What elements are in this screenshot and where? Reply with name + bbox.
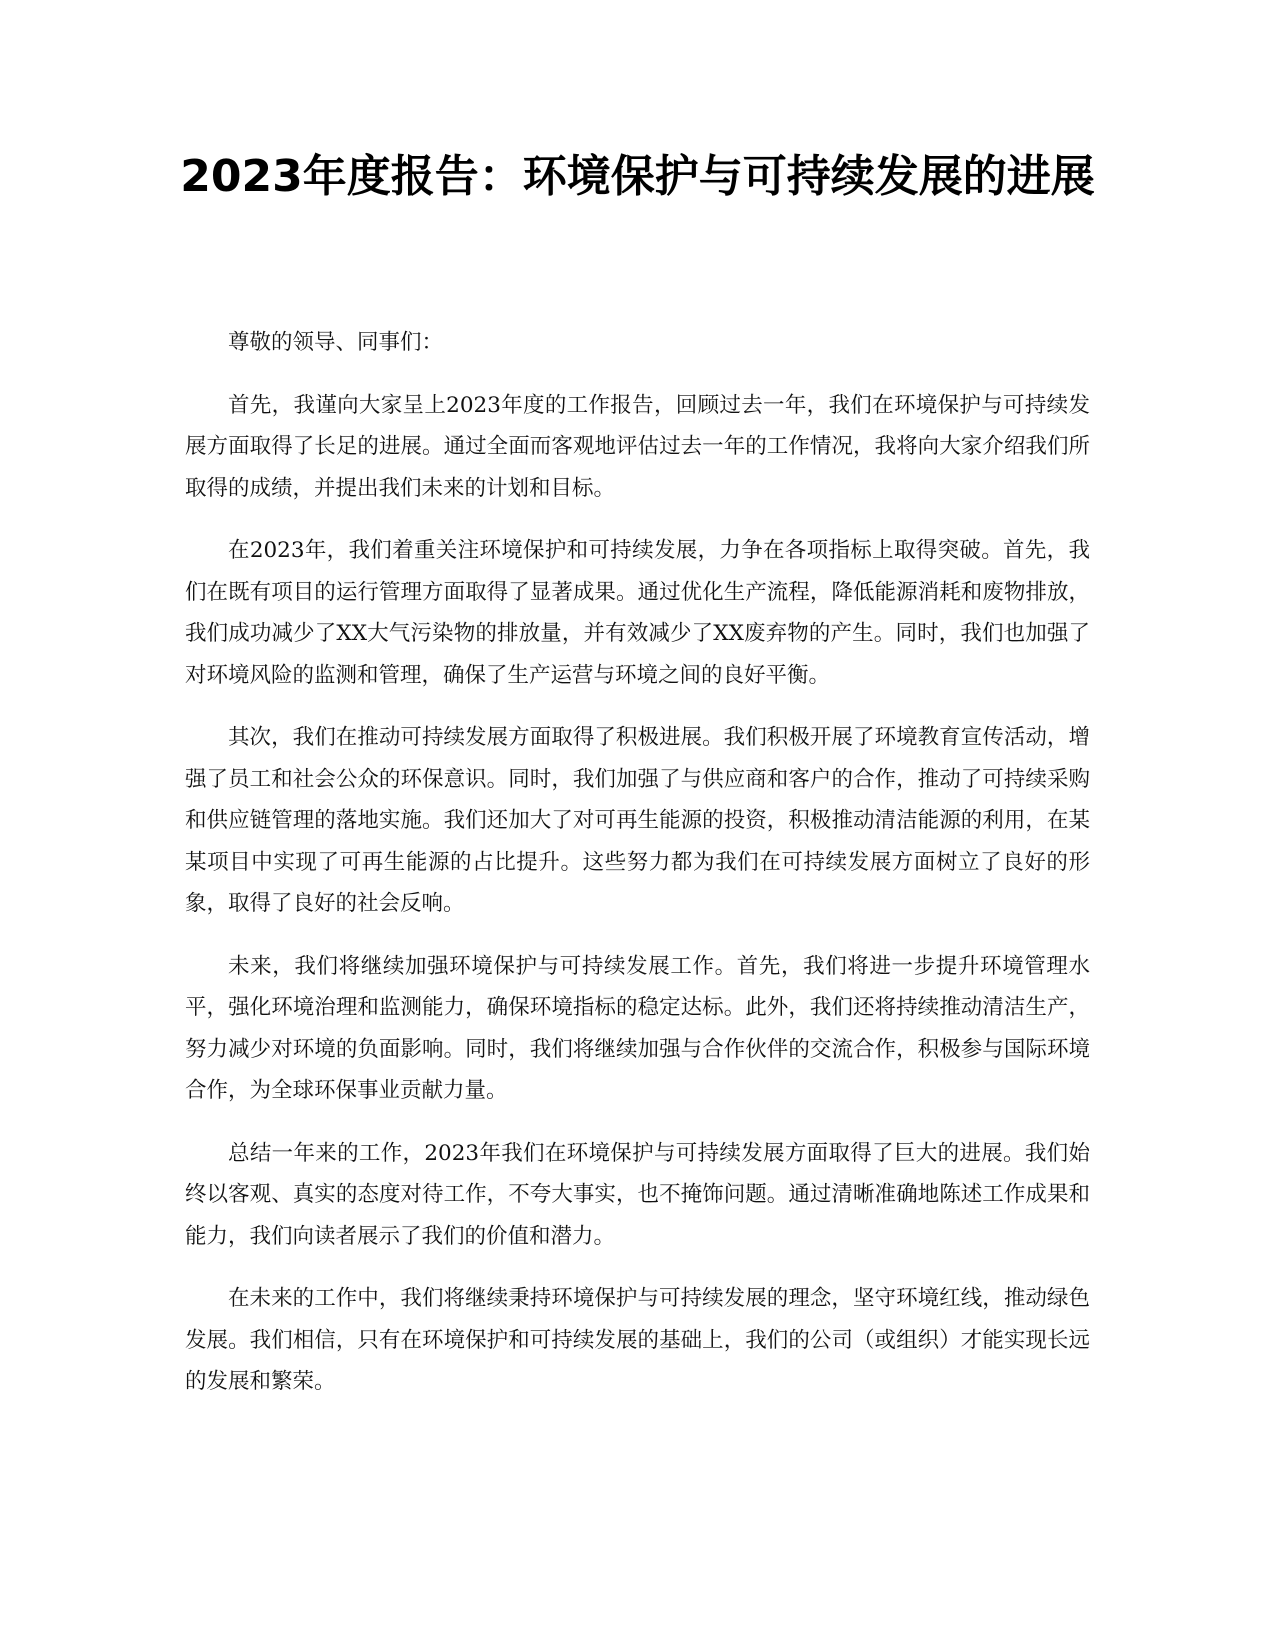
paragraph-5: 总结一年来的工作，2023年我们在环境保护与可持续发展方面取得了巨大的进展。我们始终以客观、真实的态度对待工作，不夸大事实，也不掩饰问题。通过清晰准确地陈述工作成果和能力，我们向读者展示了我们的价值和潜力。 (185, 1140, 1090, 1249)
paragraph-2: 在2023年，我们着重关注环境保护和可持续发展，力争在各项指标上取得突破。首先，我们在既有项目的运行管理方面取得了显著成果。通过优化生产流程，降低能源消耗和废物排放，我们成功减少了XX大气污染物的排放量，并有效减少了XX废弃物的产生。同时，我们也加强了对环境风险的监测和管理，确保了生产运营与环境之间的良好平衡。 (185, 538, 1090, 688)
document-body (185, 322, 1090, 1424)
paragraph-4: 未来，我们将继续加强环境保护与可持续发展工作。首先，我们将进一步提升环境管理水平，强化环境治理和监测能力，确保环境指标的稳定达标。此外，我们还将持续推动清洁生产，努力减少对环境的负面影响。同时，我们将继续加强与合作伙伴的交流合作，积极参与国际环境合作，为全球环保事业贡献力量。 (185, 953, 1090, 1103)
paragraph-3: 其次，我们在推动可持续发展方面取得了积极进展。我们积极开展了环境教育宣传活动，增强了员工和社会公众的环保意识。同时，我们加强了与供应商和客户的合作，推动了可持续采购和供应链管理的落地实施。我们还加大了对可再生能源的投资，积极推动清洁能源的利用，在某某项目中实现了可再生能源的占比提升。这些努力都为我们在可持续发展方面树立了良好的形象，取得了良好的社会反响。 (185, 725, 1090, 916)
salutation: 尊敬的领导、同事们： (228, 330, 444, 355)
document-title: 2023年度报告：环境保护与可持续发展的进展 (180, 151, 1095, 202)
paragraph-1: 首先，我谨向大家呈上2023年度的工作报告，回顾过去一年，我们在环境保护与可持续发展方面取得了长足的进展。通过全面而客观地评估过去一年的工作情况，我将向大家介绍我们所取得的成绩，并提出我们未来的计划和目标。 (185, 392, 1090, 501)
paragraph-6: 在未来的工作中，我们将继续秉持环境保护与可持续发展的理念，坚守环境红线，推动绿色发展。我们相信，只有在环境保护和可持续发展的基础上，我们的公司（或组织）才能实现长远的发展和繁荣。 (185, 1286, 1090, 1394)
